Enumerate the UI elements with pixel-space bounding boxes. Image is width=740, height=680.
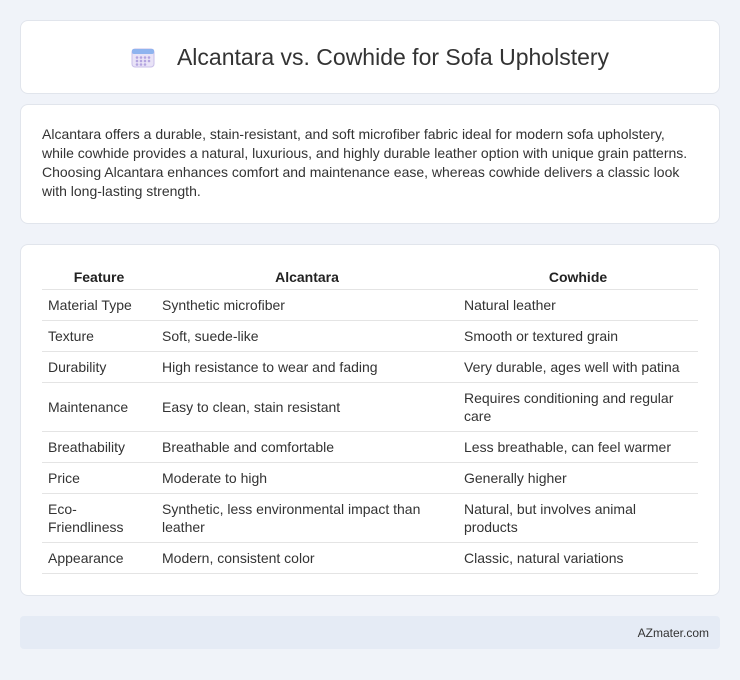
- feature-cell: Appearance: [42, 542, 156, 573]
- header-cowhide: Cowhide: [548, 269, 608, 286]
- alcantara-cell: Moderate to high: [156, 462, 458, 493]
- table-row: [42, 431, 698, 462]
- comparison-table: [42, 265, 698, 574]
- cowhide-cell: Requires conditioning and regular care: [458, 382, 698, 431]
- header-alcantara: Alcantara: [275, 269, 339, 286]
- alcantara-cell: Soft, suede-like: [156, 320, 458, 351]
- feature-cell: Eco-Friendliness: [42, 493, 156, 542]
- alcantara-cell: Breathable and comfortable: [156, 431, 458, 462]
- cowhide-cell: Natural, but involves animal products: [458, 493, 698, 542]
- cowhide-cell: Generally higher: [458, 462, 698, 493]
- intro-text: Alcantara offers a durable, stain-resistant, and soft microfiber fabric ideal for modern sofa upholstery, while cowhide provides a natural, luxurious, and highly durable leather option with unique grain patterns. Choosing Alcantara enhances comfort and maintenance ease, whereas cowhide delivers a classic look with long-lasting strength.: [42, 126, 688, 199]
- cowhide-cell: Less breathable, can feel warmer: [458, 431, 698, 462]
- table-row: [42, 493, 698, 542]
- feature-cell: Texture: [42, 320, 156, 351]
- alcantara-cell: Easy to clean, stain resistant: [156, 382, 458, 431]
- feature-cell: Price: [42, 462, 156, 493]
- table-header-row: [42, 265, 698, 289]
- alcantara-cell: Modern, consistent color: [156, 542, 458, 573]
- alcantara-cell: Synthetic microfiber: [156, 289, 458, 320]
- page-title: Alcantara vs. Cowhide for Sofa Upholstery: [176, 43, 610, 70]
- cowhide-cell: Classic, natural variations: [458, 542, 698, 573]
- cowhide-cell: Natural leather: [458, 289, 698, 320]
- feature-cell: Breathability: [42, 431, 156, 462]
- cowhide-cell: Smooth or textured grain: [458, 320, 698, 351]
- title-card: [20, 20, 720, 94]
- table-row: [42, 320, 698, 351]
- title-wrap: [131, 44, 609, 71]
- table-row: [42, 351, 698, 382]
- footer-site-link[interactable]: AZmater.com: [637, 625, 709, 640]
- calendar-icon: [131, 46, 155, 68]
- table-card: [20, 244, 720, 596]
- table-row: [42, 542, 698, 573]
- footer: [20, 616, 720, 649]
- table-row: [42, 289, 698, 320]
- feature-cell: Material Type: [42, 289, 156, 320]
- cowhide-cell: Very durable, ages well with patina: [458, 351, 698, 382]
- feature-cell: Maintenance: [42, 382, 156, 431]
- intro-card: [20, 104, 720, 224]
- table-row: [42, 462, 698, 493]
- alcantara-cell: Synthetic, less environmental impact than leather: [156, 493, 458, 542]
- table-row: [42, 382, 698, 431]
- feature-cell: Durability: [42, 351, 156, 382]
- alcantara-cell: High resistance to wear and fading: [156, 351, 458, 382]
- header-feature: Feature: [73, 269, 125, 286]
